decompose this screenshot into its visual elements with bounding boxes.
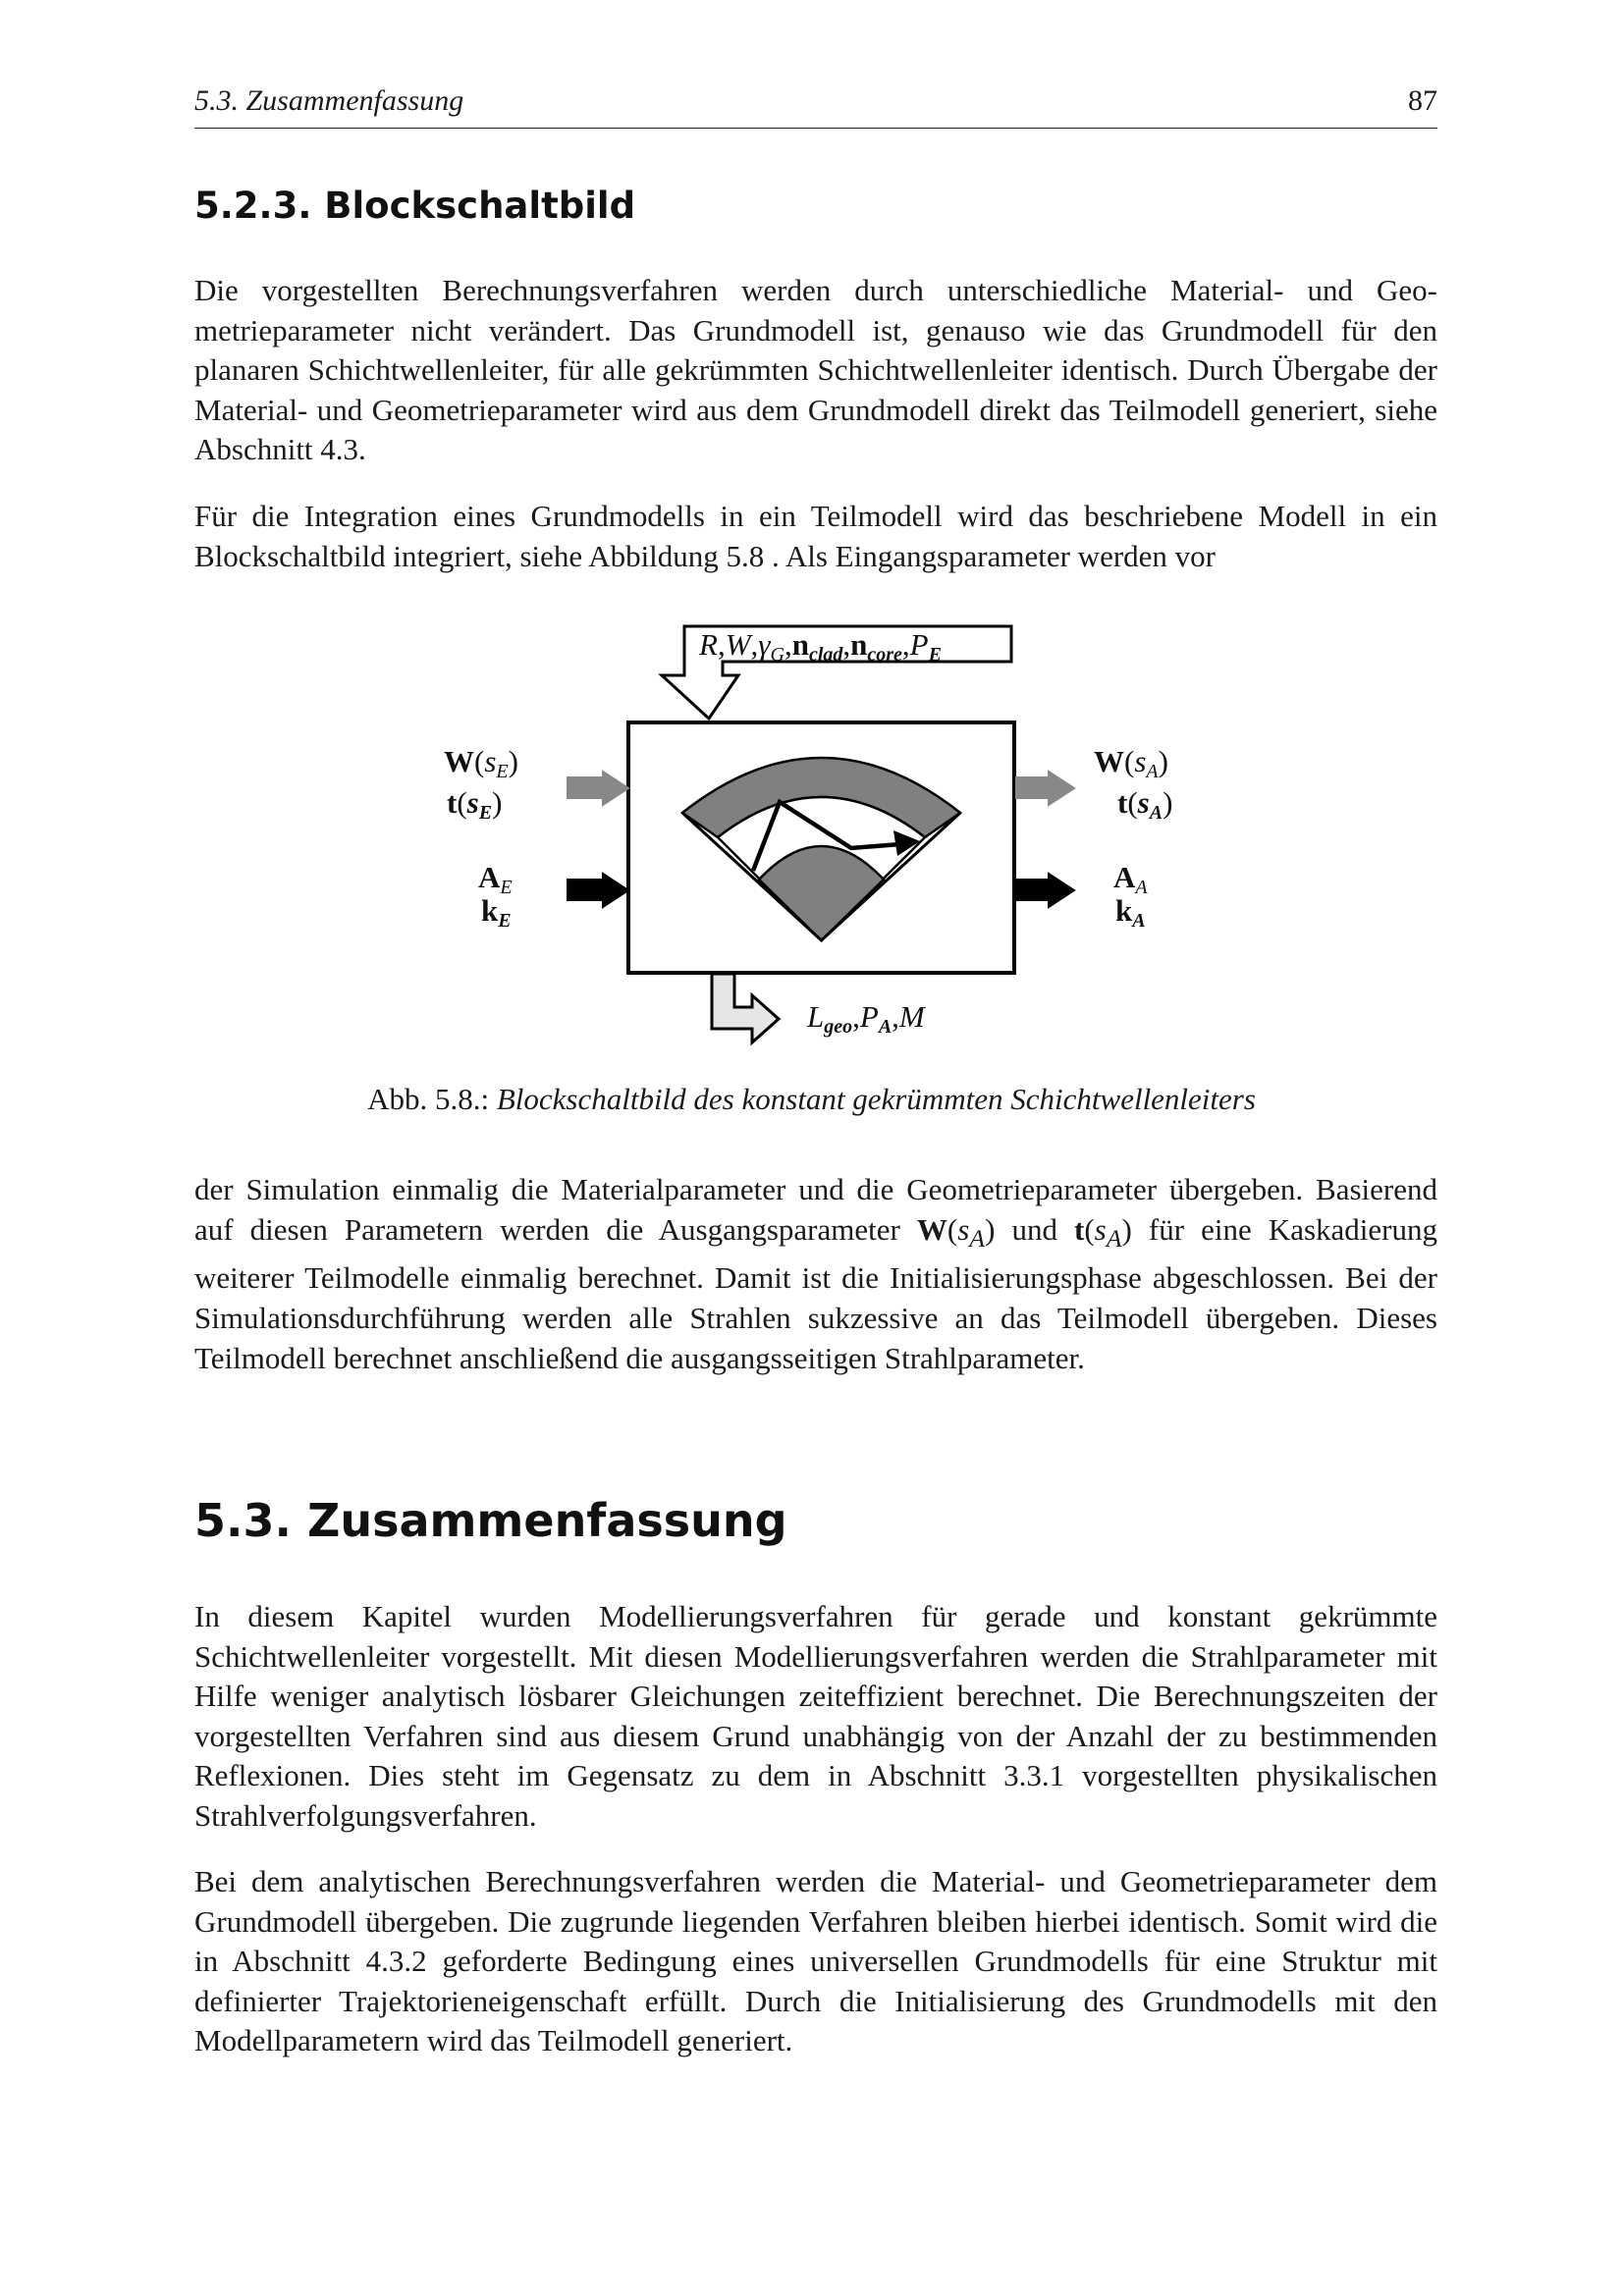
caption-text: Blockschaltbild des konstant gekrümmten Schichtwellenleiters <box>496 1082 1256 1116</box>
page-number: 87 <box>1408 84 1437 117</box>
math-subscript: A <box>969 1223 986 1253</box>
left-input-k-label: kE <box>481 893 512 932</box>
section-heading: 5.3. Zusammenfassung <box>194 1494 787 1547</box>
right-gray-arrow <box>1016 772 1074 805</box>
right-output-W-label: W(sA) <box>1094 744 1168 782</box>
left-input-t-label: t(sE) <box>447 785 503 824</box>
bottom-outputs-label: Lgeo,PA,M <box>807 999 925 1038</box>
figure-caption <box>0 1082 1623 1117</box>
running-header <box>194 84 1437 129</box>
running-header-section-title: 5.3. Zusammenfassung <box>194 84 464 117</box>
math-symbol-s: s <box>1094 1211 1107 1247</box>
paragraph: Für die Integration eines Grundmodells in ein Teilmodell wird das beschriebene Modell in ein Blockschaltbild integriert, siehe Abbildung 5.8 . Als Eingangsparameter werden vor <box>194 499 1437 573</box>
caption-label: Abb. 5.8.: <box>367 1082 490 1116</box>
left-black-arrow <box>568 874 628 907</box>
paragraph-text: und <box>995 1211 1075 1247</box>
math-symbol-W: W <box>916 1211 947 1247</box>
paragraph-text: der Simulation einmalig die Materialparameter und die Geometrieparameter übergeben. Basierend auf diesen Parametern werden die Ausgangsparameter <box>194 1172 1437 1247</box>
right-output-k-label: kA <box>1115 893 1146 932</box>
top-params-label: R,W,γG,nclad,ncore,PE <box>699 627 942 666</box>
paragraph: In diesem Kapitel wurden Modellierungsverfahren für gerade und konstant gekrümmte Schichtwellenleiter vorgestellt. Mit diesen Modellierungsverfahren werden die Strahlparameter mit Hilfe weniger analytisch lösbarer Gleichungen zeiteffizient berechnet. Die Berechnungszeiten der vorgestellten Verfahren sind aus diesem Grund unabhängig von der Anzahl der zu bestimmenden Reflexionen. Dies steht im Gegensatz zu dem in Abschnitt 3.3.1 vorgestellten physikalischen Strahlverfolgungsverfahren. <box>194 1599 1437 1833</box>
paragraph: Die vorgestellten Berechnungsverfahren werden durch unterschiedliche Material- und Geometrieparameter nicht verändert. Das Grundmodell ist, genauso wie das Grundmodell für den planaren Schichtwellenleiter, für alle gekrümmten Schichtwellenleiter identisch. Durch Übergabe der Material- und Geometrieparameter wird aus dem Grundmodell direkt das Teilmodell generiert, siehe Abschnitt 4.3. <box>194 273 1437 467</box>
block-diagram-figure <box>432 616 1208 1048</box>
right-output-t-label: t(sA) <box>1117 785 1173 824</box>
math-symbol-s: s <box>957 1211 970 1247</box>
right-output-A-label: AA <box>1113 860 1148 898</box>
paragraph: der Simulation einmalig die Materialparameter und die Geometrieparameter übergeben. Basierend auf diesen Parametern werden die Ausgangsparameter $W(s_A)$ und $t(s_A)$ für eine Kaskadierung weiterer Teilmodelle einmalig berechnet. Damit ist die Initialisierungsphase abgeschlossen. Bei der Simulationsdurchführung werden alle Strahlen sukzessive an das Teilmodell übergeben. Dieses Teilmodell berechnet anschließend die ausgangsseitigen Strahlparameter. <box>194 1172 1437 1375</box>
bottom-output-arrow <box>712 974 779 1042</box>
math-symbol-t: t <box>1074 1211 1085 1247</box>
paragraph: Bei dem analytischen Berechnungsverfahren werden die Material- und Geometrieparameter dem Grundmodell übergeben. Die zugrunde liegenden Verfahren bleiben hierbei identisch. Somit wird die in Abschnitt 4.3.2 geforderte Bedingung eines universellen Grundmodells für eine Struktur mit definierter Trajektorieneigenschaft erfüllt. Durch die Initialisierung des Grundmodells mit den Modellparametern wird das Teilmodell generiert. <box>194 1864 1437 2058</box>
right-black-arrow <box>1016 874 1074 907</box>
math-subscript: A <box>1106 1223 1122 1253</box>
left-input-W-label: W(sE) <box>444 744 518 782</box>
left-input-A-label: AE <box>478 860 513 898</box>
paragraph-text: für eine Kaskadierung weiterer Teilmodelle einmalig berechnet. Damit ist die Initialisierungsphase abgeschlossen. Bei der Simulationsdurchführung werden alle Strahlen sukzessive an das Teilmodell übergeben. Dieses Teilmodell berechnet anschließend die ausgangsseitigen Strahlparameter. <box>194 1211 1437 1375</box>
subsection-heading: 5.2.3. Blockschaltbild <box>194 185 636 227</box>
left-gray-arrow <box>568 772 628 805</box>
